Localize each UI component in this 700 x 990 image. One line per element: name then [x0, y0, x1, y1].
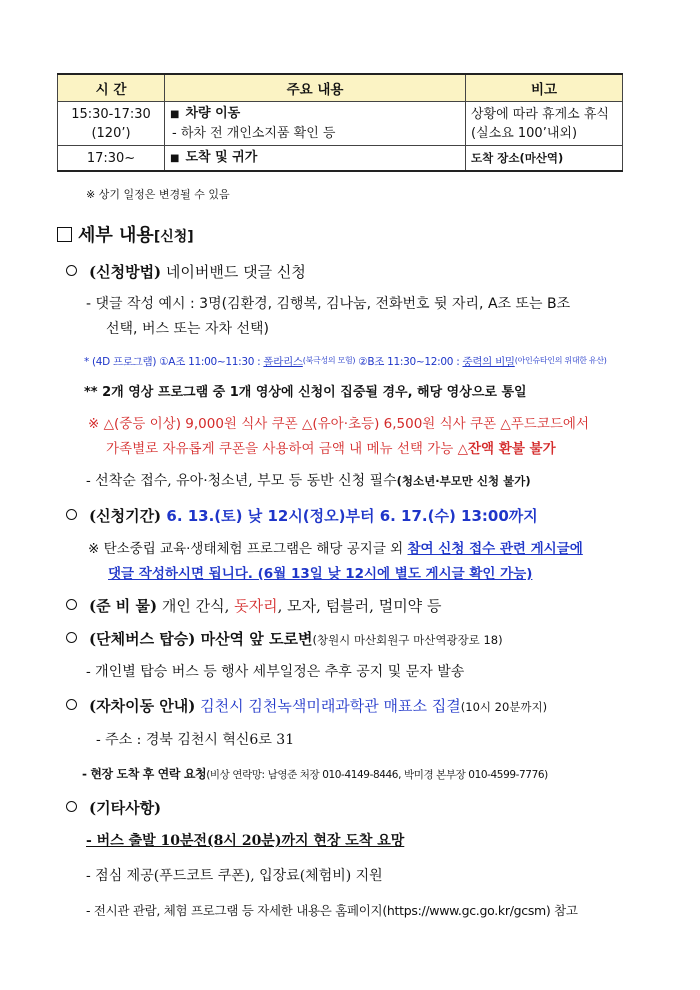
self-drive-address: - 주소 : 경북 김천시 혁신6로 31 [96, 732, 295, 748]
coupon-line1: ※ △(중등 이상) 9,000원 식사 쿠폰 △(유아·초등) 6,500원 식사 쿠폰 △푸드코드에서 [88, 416, 590, 432]
apply-period-note2: 댓글 작성하시면 됩니다. (6월 13일 낮 12시에 별도 게시글 확인 가능) [108, 566, 533, 582]
misc-line: (기타사항) [66, 798, 161, 818]
schedule-header-row [58, 74, 623, 102]
time-cell: 15:30-17:30 (120’) [58, 102, 165, 146]
circle-bullet-icon [66, 599, 77, 610]
square-bullet-icon: ■ [170, 153, 180, 164]
time-cell: 17:30~ [58, 146, 165, 172]
program-line: * (4D 프로그램) ①A조 11:00~11:30 : 폴라리스(북극성의 모험) ②B조 11:30~12:00 : 중력의 비밀(아인슈타인의 위대한 유산) [84, 356, 607, 368]
first-come-line: - 선착순 접수, 유아·청소년, 부모 등 동반 신청 필수(청소년·부모만 신청 불가) [86, 473, 531, 489]
group-bus-note: - 개인별 탑승 버스 등 행사 세부일정은 추후 공지 및 문자 발송 [86, 664, 465, 680]
circle-bullet-icon [66, 509, 77, 520]
apply-period-line: (신청기간) 6. 13.(토) 낮 12시(정오)부터 6. 17.(수) 13:00까지 [66, 506, 538, 526]
circle-bullet-icon [66, 801, 77, 812]
note-cell: 상황에 따라 휴게소 휴식 (실소요 100’내외) [466, 102, 623, 146]
self-drive-contact: - 현장 도착 후 연락 요청(비상 연락망: 남영준 처장 010-4149-8446, 박미경 본부장 010-4599-7776) [82, 767, 548, 781]
table-row [58, 102, 623, 146]
header-time: 시 간 [58, 74, 165, 102]
misc-item-3: - 전시관 관람, 체험 프로그램 등 자세한 내용은 홈페이지(https://www.gc.go.kr/gcsm) 참고 [86, 903, 578, 918]
schedule-footnote: ※ 상기 일정은 변경될 수 있음 [86, 188, 230, 201]
self-drive-line: (자차이동 안내) 김천시 김천녹색미래과학관 매표소 집결(10시 20분까지) [66, 696, 547, 717]
header-content: 주요 내용 [165, 74, 466, 102]
table-row [58, 146, 623, 172]
note-cell: 도착 장소(마산역) [466, 146, 623, 172]
misc-item-2: - 점심 제공(푸드코트 쿠폰), 입장료(체험비) 지원 [86, 868, 383, 884]
content-cell: ■ 차량 이동 - 하차 전 개인소지품 확인 등 [165, 102, 466, 146]
header-note: 비고 [466, 74, 623, 102]
section-title: 세부 내용[신청] [57, 226, 194, 247]
misc-item-1: - 버스 출발 10분전(8시 20분)까지 현장 도착 요망 [86, 833, 405, 849]
group-bus-line: (단체버스 탑승) 마산역 앞 도로변(창원시 마산회원구 마산역광장로 18) [66, 629, 503, 650]
apply-method-line: (신청방법) 네이버밴드 댓글 신청 [66, 262, 306, 282]
program-unify-note: ** 2개 영상 프로그램 중 1개 영상에 신청이 집중될 경우, 해당 영상으로 통일 [84, 385, 527, 400]
circle-bullet-icon [66, 265, 77, 276]
apply-example-line2: 선택, 버스 또는 자차 선택) [106, 321, 269, 337]
prep-line: (준 비 물) 개인 간식, 돗자리, 모자, 텀블러, 멀미약 등 [66, 596, 441, 616]
coupon-line2: 가족별로 자유롭게 쿠폰을 사용하여 금액 내 메뉴 선택 가능 △잔액 환불 불가 [106, 441, 556, 457]
apply-period-note1: ※ 탄소중립 교육·생태체험 프로그램은 해당 공지글 외 참여 신청 접수 관련 게시글에 [88, 541, 583, 557]
square-bullet-icon: ■ [170, 109, 180, 120]
circle-bullet-icon [66, 632, 77, 643]
circle-bullet-icon [66, 699, 77, 710]
schedule-table [57, 73, 623, 172]
checkbox-square-icon [57, 227, 72, 242]
content-cell: ■ 도착 및 귀가 [165, 146, 466, 172]
apply-example-line1: - 댓글 작성 예시 : 3명(김환경, 김행복, 김나눔, 전화번호 뒷 자리, A조 또는 B조 [86, 296, 571, 312]
